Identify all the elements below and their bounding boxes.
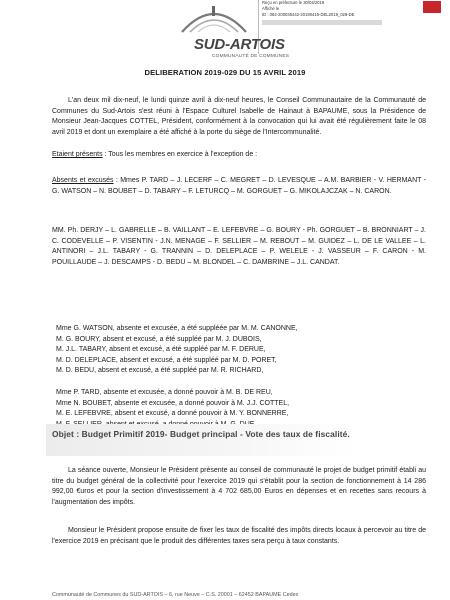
- stamp-line-posted: Affiché le: [262, 6, 280, 12]
- stamp-line-id: ID : 062-200035442-20190415-DEL2019_029-DE: [262, 12, 355, 18]
- presents-text: : Tous les membres en exercice à l'exception de :: [102, 151, 258, 158]
- logo-name: SUD-ARTOIS: [194, 36, 285, 53]
- power-line: M. E. LEFEBVRE, absent et excusé, a donné pouvoir à M. Y. BONNERRE,: [56, 410, 289, 418]
- page-footer: Communauté de Communes du SUD-ARTOIS – 6, rue Neuve – C.S. 20001 – 62452 BAPAUME Cedex: [52, 592, 299, 598]
- presents-label: Etaient présents: [52, 151, 103, 158]
- substitute-line: M. D. BEDU, absent et excusé, a été suppléé par M. R. RICHARD,: [56, 367, 264, 375]
- absents-label: Absents et excusés: [52, 177, 114, 184]
- presents-line: [52, 150, 426, 161]
- budget-paragraph: La séance ouverte, Monsieur le Président présente au conseil de communauté le projet de budget primitif établi au titre du budget général de la collectivité pour l'exercice 2019 qui s'établit pour la section de fonctionnement à 14 286 992,00 €uros et pour la section d'investissement à 4 702 685,00 Euros en dépenses et en recettes sans recours à l'augmentation des impôts.: [52, 467, 426, 506]
- substitute-line: M. D. DELEPLACE, absent et excusé, a été suppléé par M. D. PORET,: [56, 356, 277, 364]
- intro-paragraph: L'an deux mil dix-neuf, le lundi quinze avril à dix-neuf heures, le Conseil Communautaire de la Communauté de Communes du Sud-Artois s'est réuni à l'Espace Culturel Isabelle de Hainaut à BAPAUME, sous la Présidence de Monsieur Jean-Jacques COTTEL, Président, conformément à la convocation qui lui avait été régulièrement faite le 08 avril 2019 et dont un exemplaire a été affiché à la porte du siège de l'Intercommunalité.: [52, 97, 426, 136]
- logo-subtitle: COMMUNAUTÉ DE COMMUNES: [212, 54, 290, 59]
- power-line: Mme P. TARD, absente et excusée, a donné pouvoir à M. B. DE REU,: [56, 389, 273, 396]
- deliberation-title: DELIBERATION 2019-029 DU 15 AVRIL 2019: [144, 68, 306, 77]
- absents-text: : Mmes P. TARD – J. LECERF – C. MEGRET – D. LEVESQUE – A.M. BARBIER - V. HERMANT - G. WATSON – N. BOUBET – D. TABARY – F. LETURCQ – M. GORGUET – G. MIKOLAJCZAK – N. CARON.: [52, 177, 427, 195]
- stamp-red-badge: [423, 1, 441, 13]
- sud-artois-logo-icon: [176, 2, 252, 34]
- stamp-line-received: Reçu en préfecture le 30/04/2019: [262, 0, 325, 5]
- substitute-line: M. J.L. TABARY, absent et excusé, a été suppléé par M. F. DERUE,: [56, 346, 266, 354]
- stamp-barcode: [262, 20, 382, 25]
- tax-rate-paragraph: Monsieur le Président propose ensuite de fixer les taux de fiscalité des impôts directs locaux à percevoir au titre de l'exercice 2019 en précisant que le produit des différentes taxes sera perçu à taux constants.: [52, 527, 426, 545]
- substitute-line: M. G. BOURY, absent et excusé, a été suppléé par M. J. DUBOIS,: [56, 335, 262, 343]
- substitute-line: Mme G. WATSON, absente et excusée, a été suppléée par M. M. CANONNE,: [56, 325, 298, 332]
- members-paragraph: MM. Ph. DERJY – L. GABRELLE – B. VAILLANT – E. LEFEBVRE – G. BOURY - Ph. GORGUET – B. BRONNIART – J. C. CODEVELLE – P. VISENTIN - J.N. MENAGE – F. SELLIER – M. REBOUT – M. GUIDEZ – L. DE LE VALLEE – L. ANTINORI – J.L. TABARY - G. TRANNIN – D. DELEPLACE – P. WELELE - J. VASSEUR – F. CARON - M. POUILLAUDE – J. DESCAMPS - D. BEDU – M. BLONDEL – C. DAMBRINE – J.L. CANDAT.: [52, 227, 426, 266]
- absents-paragraph: [52, 176, 426, 197]
- prefecture-stamp: [258, 0, 444, 54]
- substitutes-list: [52, 324, 426, 377]
- power-line: Mme N. BOUBET, absente et excusée, a donné pouvoir à M. J.J. COTTEL,: [56, 399, 290, 407]
- objet-heading: Objet : Budget Primitif 2019- Budget principal - Vote des taux de fiscalité.: [52, 429, 350, 439]
